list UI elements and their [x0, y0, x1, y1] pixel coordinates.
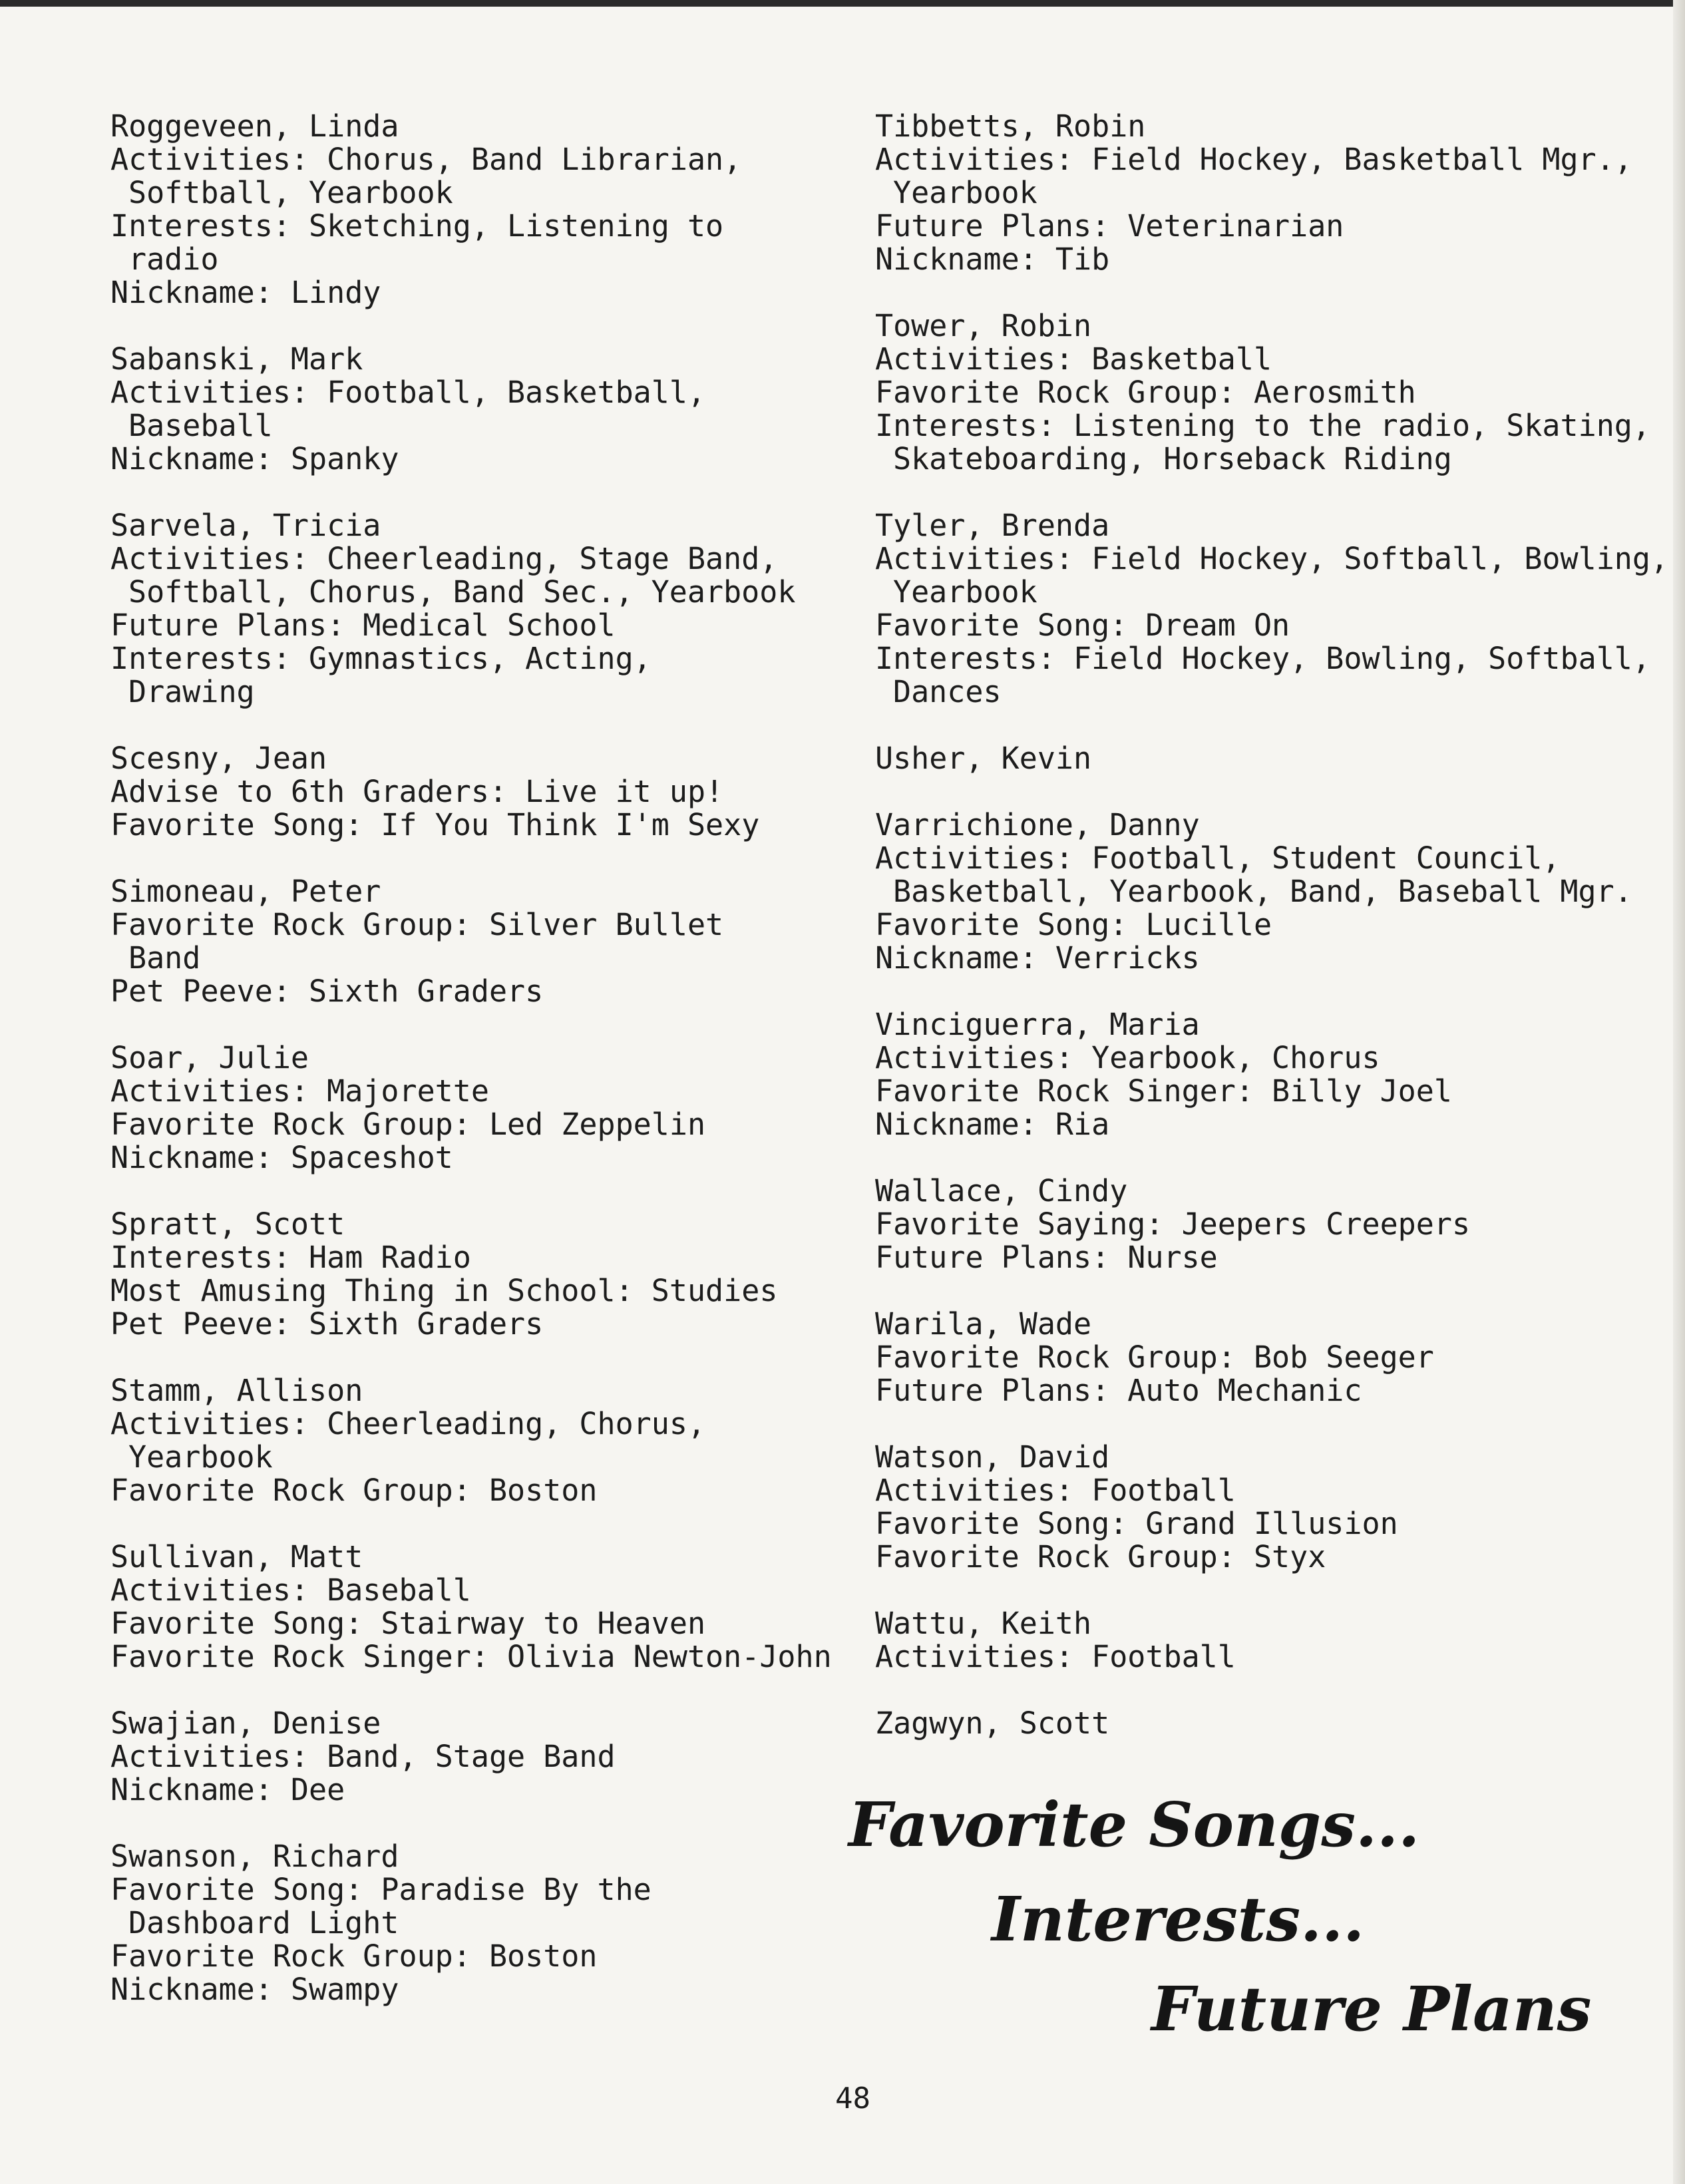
entry-line: Activities: Band, Stage Band	[110, 1739, 616, 1774]
entry-line: Favorite Saying: Jeepers Creepers	[875, 1206, 1471, 1242]
entry-line: Favorite Rock Group: Led Zeppelin	[110, 1107, 706, 1142]
student-name: Scesny, Jean	[110, 741, 327, 776]
entry-line: radio	[128, 242, 219, 277]
entry-line: Activities: Football	[875, 1473, 1236, 1508]
page-number: 48	[835, 2082, 870, 2115]
entry-line: Most Amusing Thing in School: Studies	[110, 1273, 778, 1308]
student-entry	[875, 1707, 1660, 1740]
student-entry	[110, 343, 829, 476]
student-entry	[875, 1441, 1660, 1574]
entry-line: Nickname: Spanky	[110, 441, 399, 476]
student-name: Tibbetts, Robin	[875, 108, 1146, 144]
student-entry	[110, 1041, 829, 1175]
student-name: Tower, Robin	[875, 308, 1092, 343]
entry-line: Yearbook	[128, 1439, 273, 1475]
entry-line: Basketball, Yearbook, Band, Baseball Mgr.	[893, 874, 1632, 909]
entry-line: Favorite Song: Dream On	[875, 608, 1290, 643]
right-column	[875, 108, 1669, 1773]
student-name: Simoneau, Peter	[110, 874, 381, 909]
entry-line: Skateboarding, Horseback Riding	[893, 441, 1452, 476]
student-entry	[110, 875, 829, 1008]
entry-line: Favorite Rock Group: Silver Bullet	[110, 907, 724, 942]
student-name: Sabanski, Mark	[110, 341, 363, 377]
entry-line: Future Plans: Nurse	[875, 1240, 1218, 1275]
entry-line: Activities: Cheerleading, Chorus,	[110, 1406, 706, 1441]
student-entry	[875, 508, 1669, 709]
headline-favorite-songs: Favorite Songs...	[848, 1789, 1420, 1861]
student-name: Watson, David	[875, 1439, 1110, 1475]
entry-line: Activities: Cheerleading, Stage Band,	[110, 541, 778, 576]
entry-line: Nickname: Lindy	[110, 275, 381, 310]
student-entry	[875, 809, 1660, 975]
student-name: Varrichione, Danny	[875, 807, 1200, 842]
entry-line: Future Plans: Veterinarian	[875, 208, 1344, 244]
entry-line: Band	[128, 940, 201, 976]
entry-line: Favorite Rock Group: Styx	[875, 1539, 1326, 1574]
page-right-edge	[1673, 0, 1685, 2184]
student-name: Spratt, Scott	[110, 1206, 345, 1242]
entry-line: Nickname: Ria	[875, 1107, 1110, 1142]
student-entry	[110, 1707, 829, 1807]
entry-line: Interests: Listening to the radio, Skating,	[875, 408, 1650, 443]
entry-line: Favorite Song: Lucille	[875, 907, 1272, 942]
entry-line: Favorite Song: Paradise By the	[110, 1872, 652, 1907]
student-entry	[110, 110, 829, 309]
student-entry	[875, 1308, 1660, 1407]
entry-line: Yearbook	[893, 175, 1037, 210]
left-column	[110, 108, 832, 2040]
entry-line: Drawing	[128, 674, 255, 709]
student-name: Usher, Kevin	[875, 741, 1092, 776]
headline-interests: Interests...	[992, 1883, 1365, 1955]
entry-line: Pet Peeve: Sixth Graders	[110, 974, 544, 1009]
entry-line: Nickname: Dee	[110, 1772, 345, 1807]
student-entry	[110, 1840, 829, 2006]
entry-line: Future Plans: Auto Mechanic	[875, 1373, 1362, 1408]
entry-line: Interests: Field Hockey, Bowling, Softball,	[875, 641, 1650, 676]
student-entry	[110, 1539, 832, 1674]
entry-line: Activities: Football, Student Council,	[875, 840, 1561, 876]
student-entry	[875, 110, 1660, 276]
page-top-edge	[0, 0, 1685, 7]
entry-line: Favorite Rock Group: Bob Seeger	[875, 1340, 1434, 1375]
entry-line: Softball, Yearbook	[128, 175, 453, 210]
entry-line: Yearbook	[893, 574, 1037, 610]
student-name: Roggeveen, Linda	[110, 108, 399, 144]
entry-line: Activities: Chorus, Band Librarian,	[110, 142, 742, 177]
entry-line: Nickname: Tib	[875, 242, 1110, 277]
entry-line: Favorite Song: If You Think I'm Sexy	[110, 807, 760, 842]
entry-line: Activities: Majorette	[110, 1073, 489, 1109]
student-name: Swajian, Denise	[110, 1706, 381, 1741]
student-name: Warila, Wade	[875, 1306, 1092, 1342]
entry-line: Dashboard Light	[128, 1905, 399, 1940]
student-name: Stamm, Allison	[110, 1373, 363, 1408]
entry-line: Nickname: Swampy	[110, 1972, 399, 2007]
student-entry	[875, 309, 1660, 476]
entry-line: Activities: Field Hockey, Softball, Bowling,	[875, 541, 1669, 576]
student-name: Zagwyn, Scott	[875, 1706, 1110, 1741]
entry-line: Favorite Rock Group: Aerosmith	[875, 375, 1416, 410]
headline-future-plans: Future Plans	[1151, 1973, 1592, 2045]
entry-line: Favorite Rock Singer: Olivia Newton-John	[110, 1639, 832, 1674]
student-entry	[110, 509, 829, 709]
student-entry	[875, 1607, 1660, 1674]
student-name: Swanson, Richard	[110, 1839, 399, 1874]
entry-line: Advise to 6th Graders: Live it up!	[110, 774, 724, 809]
student-entry	[110, 1374, 829, 1507]
entry-line: Softball, Chorus, Band Sec., Yearbook	[128, 574, 796, 610]
student-name: Wallace, Cindy	[875, 1173, 1128, 1208]
student-name: Wattu, Keith	[875, 1606, 1092, 1641]
entry-line: Interests: Sketching, Listening to	[110, 208, 724, 244]
entry-line: Favorite Rock Group: Boston	[110, 1473, 598, 1508]
entry-line: Nickname: Spaceshot	[110, 1140, 453, 1175]
entry-line: Activities: Field Hockey, Basketball Mgr.,	[875, 142, 1632, 177]
entry-line: Dances	[893, 674, 1002, 709]
entry-line: Favorite Song: Grand Illusion	[875, 1506, 1398, 1541]
student-name: Sarvela, Tricia	[110, 508, 381, 543]
student-name: Vinciguerra, Maria	[875, 1007, 1200, 1042]
entry-line: Activities: Baseball	[110, 1572, 471, 1608]
entry-line: Pet Peeve: Sixth Graders	[110, 1306, 544, 1342]
student-entry	[875, 1008, 1660, 1141]
entry-line: Interests: Gymnastics, Acting,	[110, 641, 652, 676]
entry-line: Activities: Basketball	[875, 341, 1272, 377]
student-name: Sullivan, Matt	[110, 1539, 363, 1574]
student-name: Tyler, Brenda	[875, 508, 1110, 543]
entry-line: Future Plans: Medical School	[110, 608, 616, 643]
entry-line: Baseball	[128, 408, 273, 443]
student-name: Soar, Julie	[110, 1040, 309, 1075]
student-entry	[110, 1208, 829, 1341]
entry-line: Interests: Ham Radio	[110, 1240, 471, 1275]
student-entry	[875, 1175, 1660, 1274]
entry-line: Favorite Rock Group: Boston	[110, 1938, 598, 1974]
entry-line: Favorite Rock Singer: Billy Joel	[875, 1073, 1452, 1109]
entry-line: Nickname: Verricks	[875, 940, 1200, 976]
entry-line: Activities: Football, Basketball,	[110, 375, 706, 410]
entry-line: Favorite Song: Stairway to Heaven	[110, 1606, 706, 1641]
entry-line: Activities: Yearbook, Chorus	[875, 1040, 1380, 1075]
entry-line: Activities: Football	[875, 1639, 1236, 1674]
student-entry	[875, 742, 1660, 775]
student-entry	[110, 742, 829, 842]
